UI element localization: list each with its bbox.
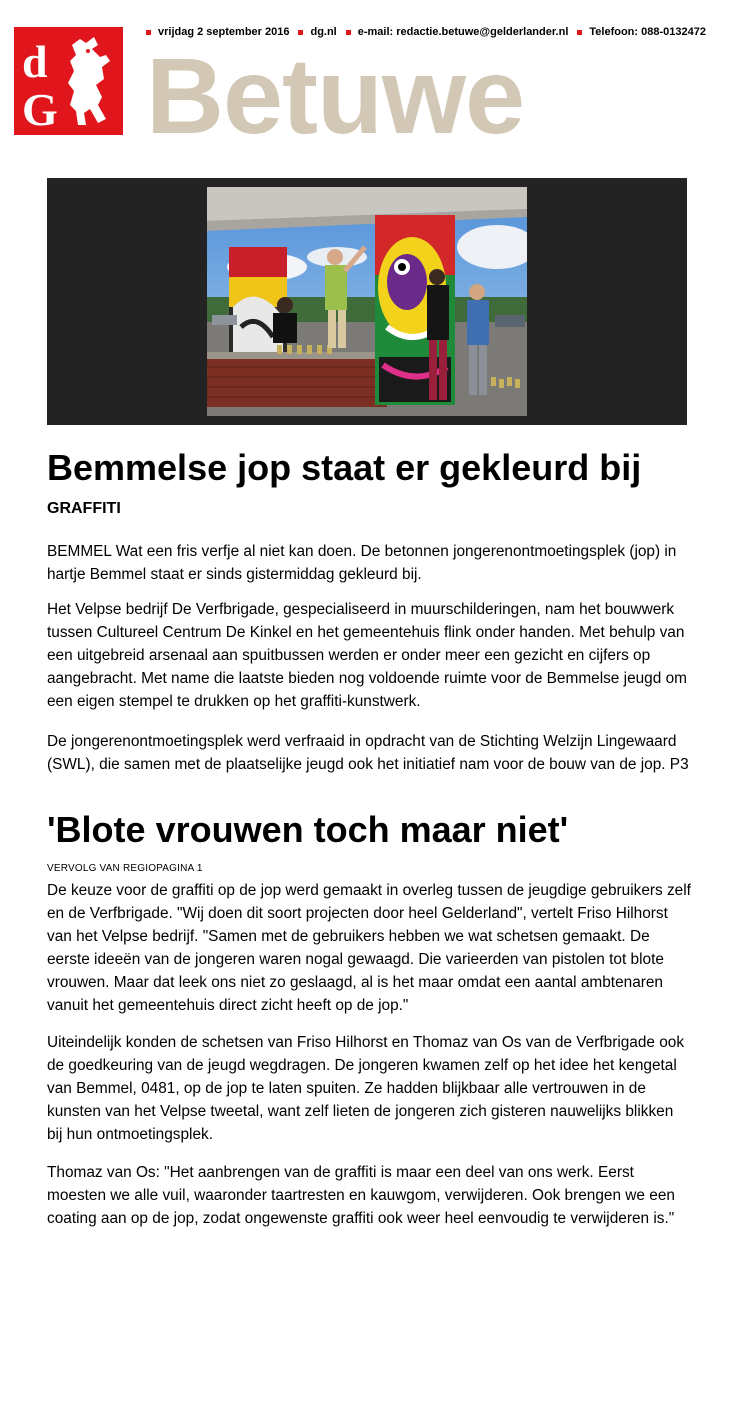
photo-panel — [47, 178, 687, 425]
article-headline: Bemmelse jop staat er gekleurd bij — [47, 447, 642, 488]
second-article-headline: 'Blote vrouwen toch maar niet' — [47, 809, 569, 850]
article-paragraph: BEMMEL Wat een fris verfje al niet kan doen. De betonnen jongerenontmoetingsplek (jop) in hartje Bemmel staat er sinds gistermiddag gekleurd bij. — [47, 543, 677, 583]
edition-title: Betuwe — [146, 35, 525, 156]
svg-text:d: d — [22, 36, 48, 87]
article-paragraph: Thomaz van Os: "Het aanbrengen van de graffiti is maar een deel van ons werk. Eerst moesten we alle vuil, waaronder taartresten en kauwgom, verwijderen. Ook brengen we een coating aan op de jop, zodat ongewenste graffiti ook weer heel eenvoudig te verwijderen is." — [47, 1164, 675, 1227]
article-kicker: GRAFFITI — [47, 500, 121, 517]
info-phone: Telefoon: 088-0132472 — [577, 26, 706, 38]
info-date: vrijdag 2 september 2016 — [146, 26, 289, 38]
continued-from-label: VERVOLG VAN REGIOPAGINA 1 — [47, 863, 203, 874]
svg-text:G: G — [22, 84, 58, 135]
info-email: e-mail: redactie.betuwe@gelderlander.nl — [346, 26, 569, 38]
info-website: dg.nl — [298, 26, 336, 38]
article-paragraph: Uiteindelijk konden de schetsen van Friso Hilhorst en Thomaz van Os van de Verfbrigade ook de goedkeuring van de jeugd wegdragen. De jongeren kwamen zelf op het idee het kengetal van Bemmel, 0481, op de jop te laten spuiten. Ze hadden blijkbaar alle vertrouwen in de kunsten van het Velpse tweetal, want zelf lieten de jongeren zich gisteren nauwelijks blikken bij hun ontmoetingsplek. — [47, 1034, 685, 1143]
article-paragraph: De jongerenontmoetingsplek werd verfraaid in opdracht van de Stichting Welzijn Lingewaard (SWL), die samen met de plaatselijke jeugd ook het initiatief nam voor de bouw van de jop. P3 — [47, 733, 689, 773]
article-paragraph: Het Velpse bedrijf De Verfbrigade, gespecialiseerd in muurschilderingen, nam het bouwwerk tussen Cultureel Centrum De Kinkel en het gemeentehuis flink onder handen. Met behulp van een uitgebreid arsenaal aan spuitbussen werden er onder meer een gezicht en cijfers op aangebracht. Met name die laatste bieden nog voldoende ruimte voor de Bemmelse jeugd om een eigen stempel te drukken op het graffiti-kunstwerk. — [47, 601, 687, 710]
article-paragraph: De keuze voor de graffiti op de jop werd gemaakt in overleg tussen de jeugdige gebruikers zelf en de Verfbrigade. "Wij doen dit soort projecten door heel Gelderland", vertelt Friso Hilhorst van het Velpse bedrijf. "Samen met de gebruikers hebben we wat schetsen gemaakt. De eerste ideeën van de jongeren waren nogal gewaagd. Die varieerden van pistolen tot blote vrouwen. Maar dat leek ons niet zo geslaagd, al is het maar omdat een aantal ambtenaren vanuit het gemeentehuis direct zicht heeft op de jop." — [47, 882, 691, 1014]
newspaper-logo — [14, 27, 123, 135]
article-photo — [207, 187, 527, 416]
